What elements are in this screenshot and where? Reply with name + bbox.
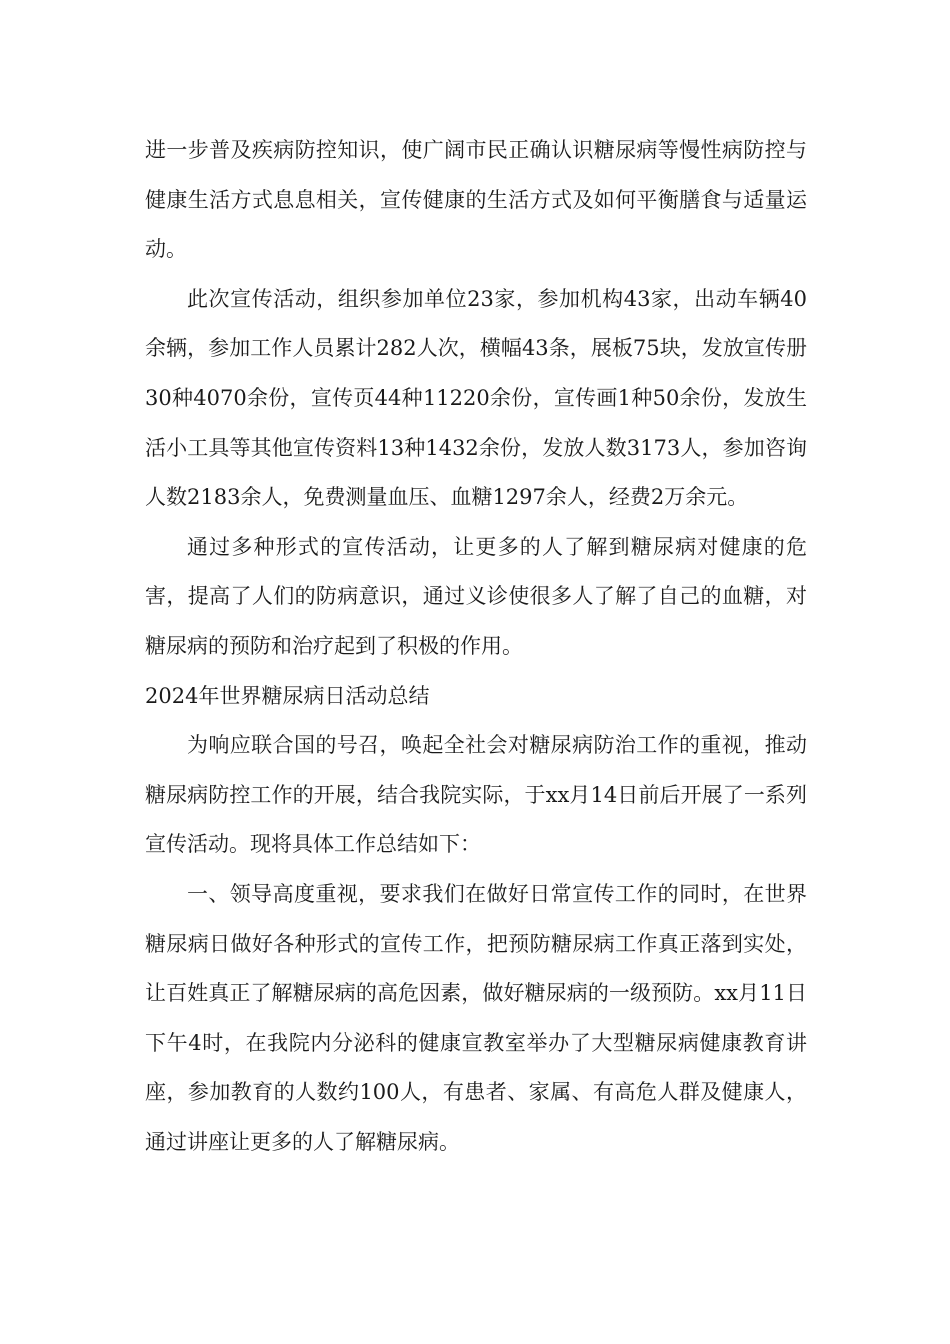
document-body	[145, 126, 807, 1167]
paragraph-activity-statistics: 此次宣传活动，组织参加单位23家，参加机构43家，出动车辆40余辆，参加工作人员累计282人次，横幅43条，展板75块，发放宣传册30种4070余份，宣传页44种11220余份，宣传画1种50余份，发放生活小工具等其他宣传资料13种1432余份，发放人数3173人，参加咨询人数2183余人，免费测量血压、血糖1297余人，经费2万余元。	[145, 286, 807, 510]
paragraph-activity-effect: 通过多种形式的宣传活动，让更多的人了解到糖尿病对健康的危害，提高了人们的防病意识，通过义诊使很多人了解了自己的血糖，对糖尿病的预防和治疗起到了积极的作用。	[145, 534, 807, 658]
paragraph-leadership-lecture: 一、领导高度重视，要求我们在做好日常宣传工作的同时，在世界糖尿病日做好各种形式的宣传工作，把预防糖尿病工作真正落到实处，让百姓真正了解糖尿病的高危因素，做好糖尿病的一级预防。xx月11日下午4时，在我院内分泌科的健康宣教室举办了大型糖尿病健康教育讲座，参加教育的人数约100人，有患者、家属、有高危人群及健康人，通过讲座让更多的人了解糖尿病。	[145, 881, 807, 1154]
paragraph-summary-intro: 为响应联合国的号召，唤起全社会对糖尿病防治工作的重视，推动糖尿病防控工作的开展，结合我院实际，于xx月14日前后开展了一系列宣传活动。现将具体工作总结如下：	[145, 733, 807, 857]
paragraph-intro-continuation: 进一步普及疾病防控知识，使广阔市民正确认识糖尿病等慢性病防控与健康生活方式息息相关，宣传健康的生活方式及如何平衡膳食与适量运动。	[145, 138, 807, 262]
section-heading: 2024年世界糖尿病日活动总结	[145, 683, 430, 708]
